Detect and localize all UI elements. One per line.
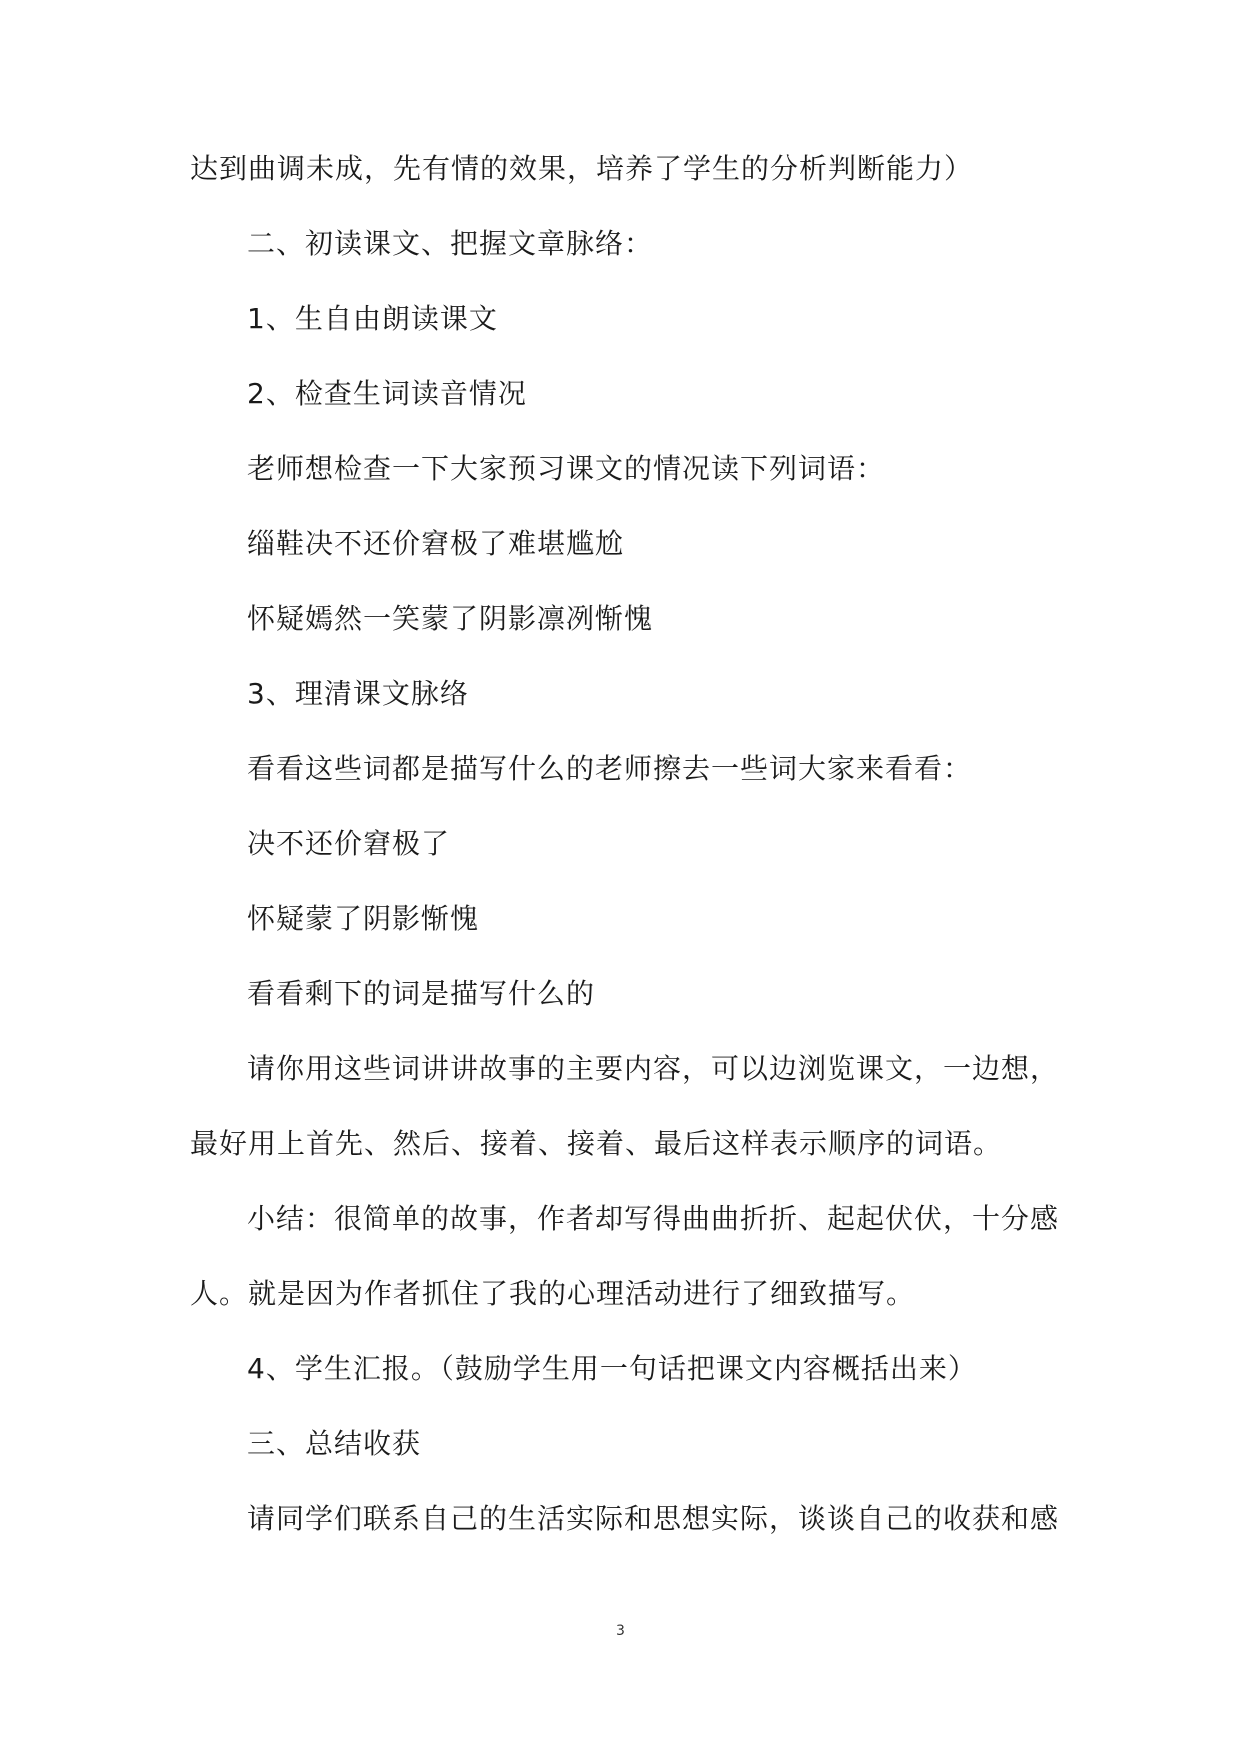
text-line: 达到曲调未成，先有情的效果，培养了学生的分析判断能力） (190, 152, 974, 185)
vocabulary-line: 缁鞋决不还价窘极了难堪尴尬 (247, 527, 625, 560)
text-line: 最好用上首先、然后、接着、接着、最后这样表示顺序的词语。 (190, 1127, 1003, 1160)
text-line: 老师想检查一下大家预习课文的情况读下列词语： (247, 452, 886, 485)
text-line: 人。就是因为作者抓住了我的心理活动进行了细致描写。 (190, 1277, 916, 1310)
text-line: 3、理清课文脉络 (247, 677, 469, 710)
text-line: 4、学生汇报。（鼓励学生用一句话把课文内容概括出来） (247, 1352, 977, 1385)
section-heading: 二、初读课文、把握文章脉络： (247, 227, 654, 260)
text-line: 看看这些词都是描写什么的老师擦去一些词大家来看看： (247, 752, 973, 785)
text-line: 1、生自由朗读课文 (247, 302, 498, 335)
text-line: 2、检查生词读音情况 (247, 377, 527, 410)
section-heading: 三、总结收获 (247, 1427, 422, 1460)
vocabulary-line: 怀疑蒙了阴影惭愧 (247, 902, 480, 935)
vocabulary-line: 怀疑嫣然一笑蒙了阴影凛冽惭愧 (247, 602, 654, 635)
text-line: 小结：很简单的故事，作者却写得曲曲折折、起起伏伏，十分感 (247, 1202, 1060, 1235)
text-line: 请同学们联系自己的生活实际和思想实际，谈谈自己的收获和感 (247, 1502, 1060, 1535)
vocabulary-line: 决不还价窘极了 (247, 827, 451, 860)
text-line: 看看剩下的词是描写什么的 (247, 977, 596, 1010)
text-line: 请你用这些词讲讲故事的主要内容，可以边浏览课文，一边想， (247, 1052, 1060, 1085)
page-number: 3 (616, 1623, 625, 1639)
